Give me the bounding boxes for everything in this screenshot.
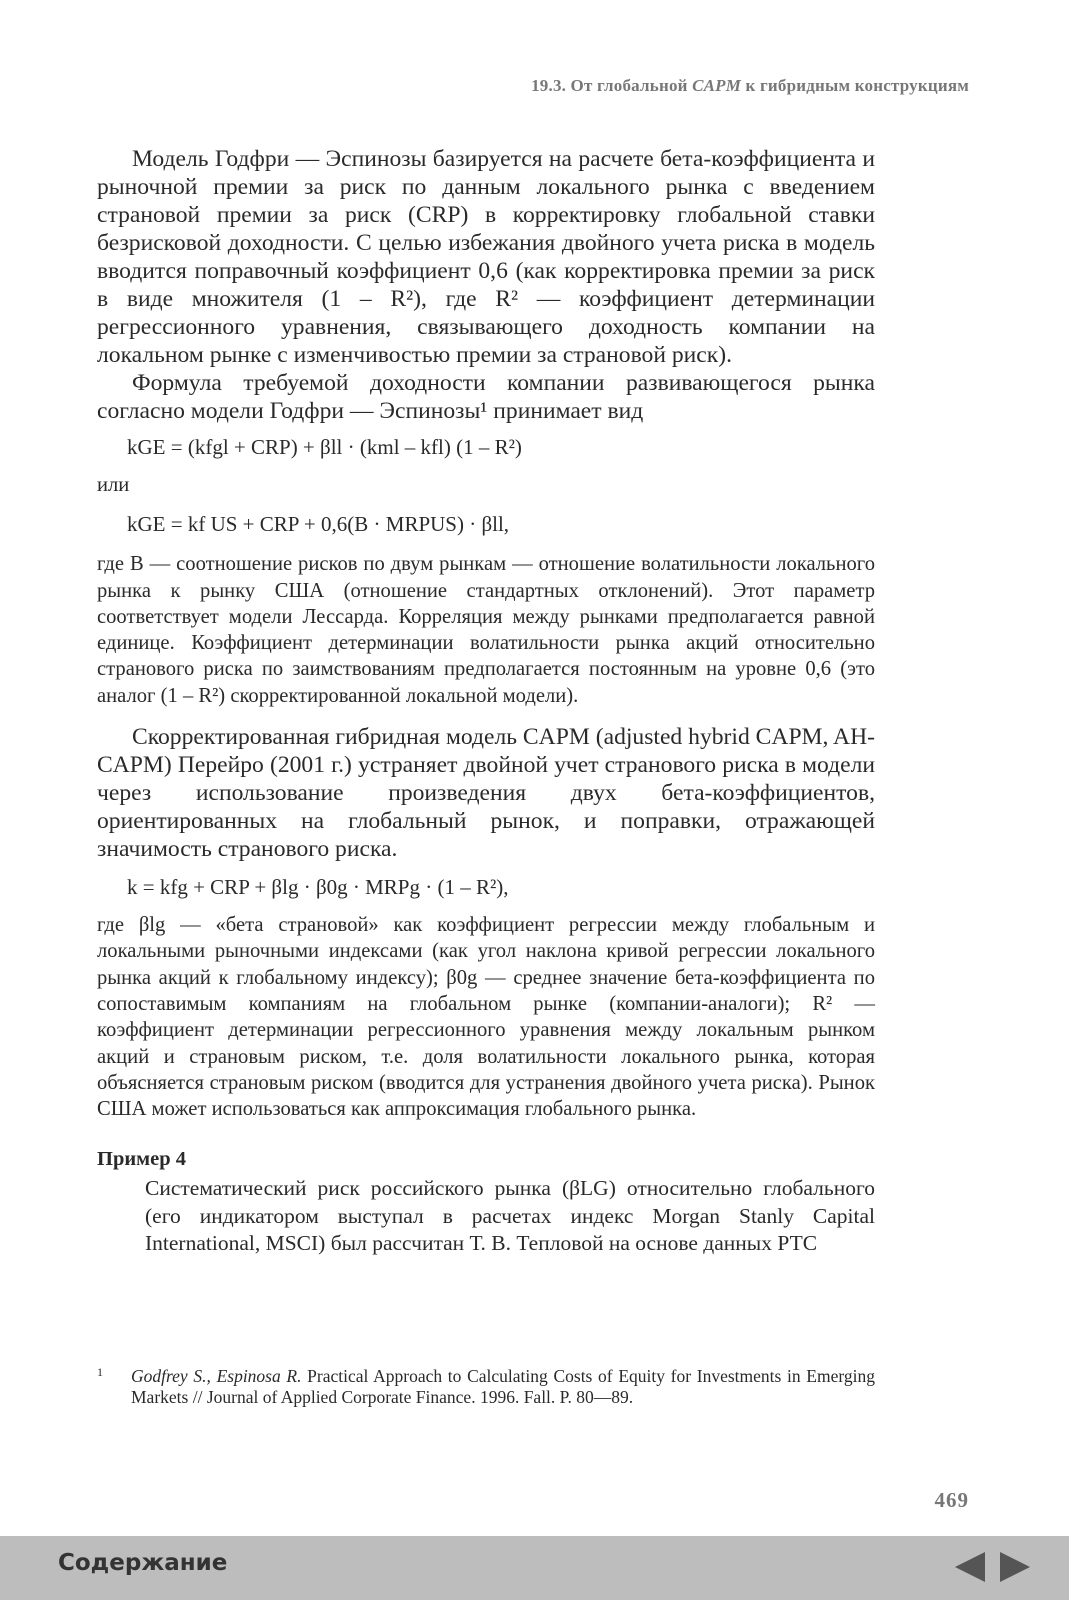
footnote-text [131,1366,875,1407]
footnote-mark: 1 [97,1365,103,1379]
formula-k-hybrid: k = kfg + CRP + βlg · β0g · MRPg · (1 – R²), [127,875,509,900]
page-number: 469 [934,1488,969,1512]
paragraph-where-b: где B — соотношение рисков по двум рынкам — отношение волатильности локального рынка к рынку США (отношение стандартных отклонений). Этот параметр соответствует модели Лессарда. Корреляция между рынками предполагается равной единице. Коэффициент детерминации волатильности рынка акций относительно странового риска по заимствованиям предполагается постоянным на уровне 0,6 (это аналог (1 – R²) скорректированной локальной модели). [97,553,875,707]
table-of-contents-button[interactable]: Содержание [58,1550,228,1576]
paragraph-godfrey-model: Модель Годфри — Эспинозы базируется на расчете бета-коэффициента и рыночной премии за риск по данным локального рынка с введением страновой премии за риск (CRP) в корректировку глобальной ставки безрисковой доходности. С целью избежания двойного учета риска в модель вводится поправочный коэффициент 0,6 (как корректировка премии за риск в виде множителя (1 – R²), где R² — коэффициент детерминации регрессионного уравнения, связывающего доходность компании на локальном рынке с изменчивостью премии за страновой риск). [97,146,875,368]
footnote [97,1366,875,1407]
footnote-body: Practical Approach to Calculating Costs of Equity for Investments in Emerging Markets // Journal of Applied Corporate Finance. 1996. Fall. P. 80—89. [131,1366,875,1407]
header-suffix: к гибридным конструкциям [741,76,969,95]
header-italic: CAPM [692,76,742,95]
paragraph-where-beta: где βlg — «бета страновой» как коэффициент регрессии между глобальным и локальными рыночными индексами (как угол наклона кривой регрессии локального рынка акций к глобальному индексу); β0g — среднее значение бета-коэффициента по сопоставимым компаниям на глобальном рынке (компании-аналоги); R² — коэффициент детерминации регрессионного уравнения между локальным рынком акций и страновым риском, т.е. доля волатильности локального рынка, которая объясняется страновым риском (вводится для устранения двойного учета риска). Рынок США может использоваться как аппроксимация глобального рынка. [97,914,875,1121]
formula-kge-2: kGE = kf US + CRP + 0,6(B · MRPUS) · βll, [127,512,510,537]
running-header [531,76,969,96]
header-prefix: 19.3. От глобальной [531,76,693,95]
or-word: или [97,474,130,496]
arrow-left-icon[interactable] [955,1552,985,1582]
page-content [97,145,875,1258]
paragraph-formula-intro: Формула требуемой доходности компании развивающегося рынка согласно модели Годфри — Эспинозы¹ принимает вид [97,370,875,424]
example-text: Систематический риск российского рынка (βLG) относительно глобального (его индикатором выступал в расчетах индекс Morgan Stanly Capital International, MSCI) был рассчитан Т. В. Тепловой на основе данных РТС [145,1176,875,1256]
footnote-authors: Godfrey S., Espinosa R. [131,1366,302,1386]
bottom-navigation-bar [0,1536,1069,1600]
arrow-right-icon[interactable] [1000,1552,1030,1582]
paragraph-ah-capm: Скорректированная гибридная модель CAPM (adjusted hybrid CAPM, AH-CAPM) Перейро (2001 г.) устраняет двойной учет странового риска в модели через использование произведения двух бета-коэффициентов, ориентированных на глобальный рынок, и поправки, отражающей значимость странового риска. [97,724,875,863]
formula-kge-1: kGE = (kfgl + CRP) + βll · (kml – kfl) (1 – R²) [127,435,522,459]
example-title: Пример 4 [97,1148,186,1171]
